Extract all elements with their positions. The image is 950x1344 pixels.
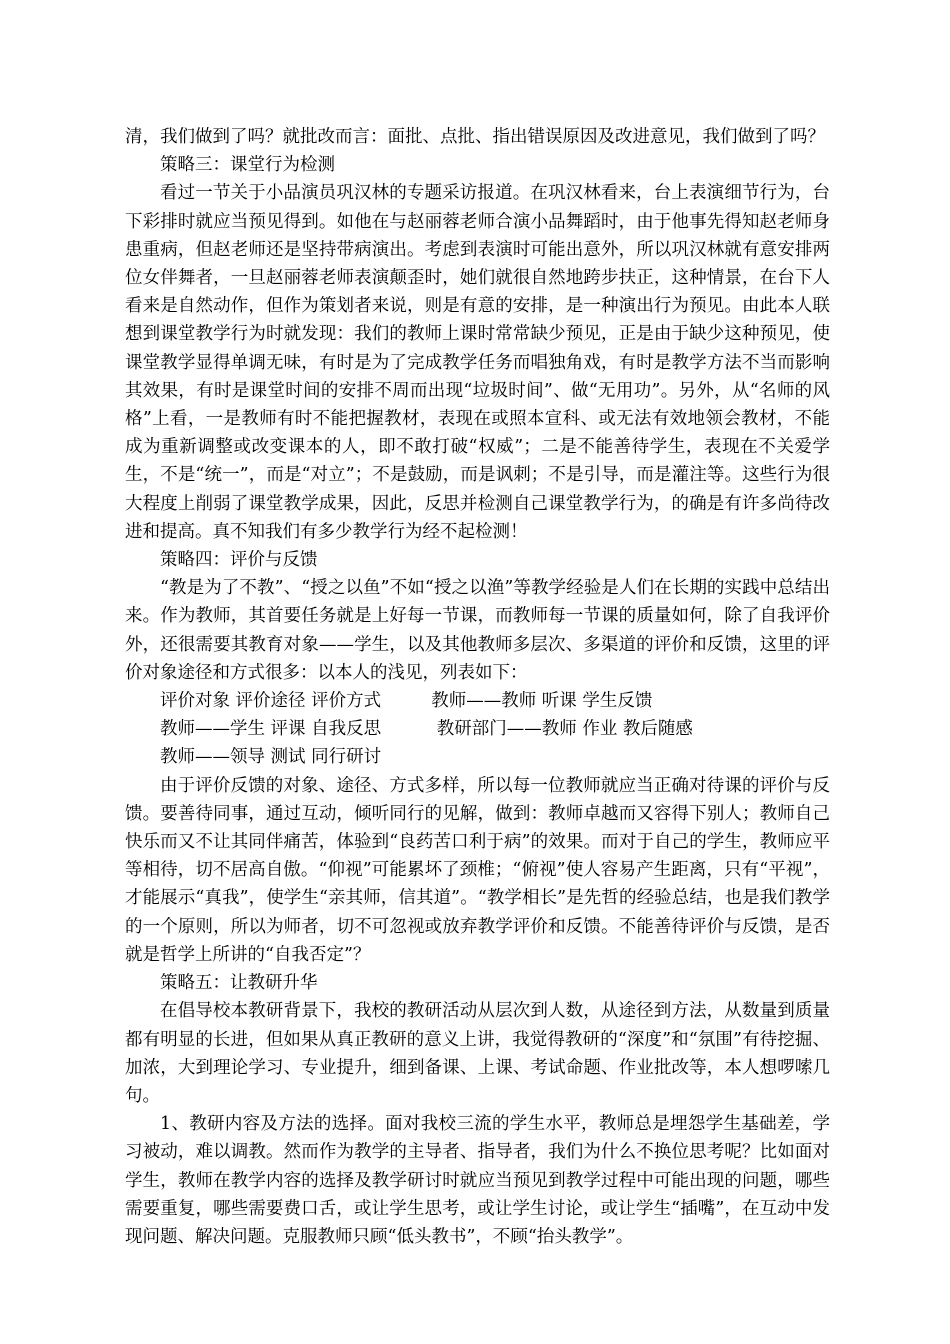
heading-strategy-5: 策略五：让教研升华 xyxy=(160,973,318,994)
paragraph-continuation: 清，我们做到了吗？就批改而言：面批、点批、指出错误原因及改进意见，我们做到了吗？ xyxy=(125,127,825,147)
evaluation-list-row: 教师——学生 评课 自我反思 教研部门——教师 作业 教后随感 xyxy=(160,719,693,740)
heading-strategy-4: 策略四：评价与反馈 xyxy=(160,550,318,571)
paragraph-evaluation-feedback: 由于评价反馈的对象、途径、方式多样，所以每一位教师就应当正确对待课的评价与反馈。要善待同事，通过互动，倾听同行的见解，做到：教师卓越而又容得下别人；教师自己快乐而又不让其同伴痛苦，体验到“良药苦口利于病”的效果。而对于自己的学生，教师应平等相待，切不居高自傲。“仰视”可能累坏了颈椎；“俯视”使人容易产生距离，只有“平视”，才能展示“真我”，使学生“亲其师，信其道”。“教学相长”是先哲的经验总结，也是我们教学的一个原则，所以为师者，切不可忽视或放弃教学评价和反馈。不能善待评价与反馈，是否就是哲学上所讲的“自我否定”？ xyxy=(125,775,830,965)
paragraph-classroom-behavior: 看过一节关于小品演员巩汉林的专题采访报道。在巩汉林看来，台上表演细节行为，台下彩排时就应当预见得到。如他在与赵丽蓉老师合演小品舞蹈时，由于他事先得知赵老师身患重病，但赵老师还是坚持带病演出。考虑到表演时可能出意外，所以巩汉林就有意安排两位女伴舞者，一旦赵丽蓉老师表演颠歪时，她们就很自然地跨步扶正，这种情景，在台下人看来是自然动作，但作为策划者来说，则是有意的安排，是一种演出行为预见。由此本人联想到课堂教学行为时就发现：我们的教师上课时常常缺少预见，正是由于缺少这种预见，使课堂教学显得单调无味，有时是为了完成教学任务而唱独角戏，有时是教学方法不当而影响其效果，有时是课堂时间的安排不周而出现“垃圾时间”、做“无用功”。另外，从“名师的风格”上看，一是教师有时不能把握教材，表现在或照本宣科、或无法有效地领会教材，不能成为重新调整或改变课本的人，即不敢打破“权威”；二是不能善待学生，表现在不关爱学生，不是“统一”，而是“对立”；不是鼓励，而是讽刺；不是引导，而是灌注等。这些行为很大程度上削弱了课堂教学成果，因此，反思并检测自己课堂教学行为，的确是有许多尚待改进和提高。真不知我们有多少教学行为经不起检测！ xyxy=(125,183,830,542)
evaluation-list-row: 评价对象 评价途径 评价方式 教师——教师 听课 学生反馈 xyxy=(160,691,653,712)
heading-strategy-3: 策略三：课堂行为检测 xyxy=(160,155,335,176)
paragraph-teaching-research: 在倡导校本教研背景下，我校的教研活动从层次到人数，从途径到方法，从数量到质量都有明显的长进，但如果从真正教研的意义上讲，我觉得教研的“深度”和“氛围”有待挖掘、加浓，大到理论学习、专业提升，细到备课、上课、考试命题、作业批改等，本人想啰嗦几句。 xyxy=(125,1001,830,1106)
document-body xyxy=(125,123,830,1251)
evaluation-list-row: 教师——领导 测试 同行研讨 xyxy=(160,747,382,768)
paragraph-evaluation-intro: “教是为了不教”、“授之以鱼”不如“授之以渔”等教学经验是人们在长期的实践中总结出来。作为教师，其首要任务就是上好每一节课，而教师每一节课的质量如何，除了自我评价外，还很需要其教育对象——学生，以及其他教师多层次、多渠道的评价和反馈，这里的评价对象途径和方式很多：以本人的浅见，列表如下： xyxy=(125,578,830,683)
paragraph-content-method: 1、教研内容及方法的选择。面对我校三流的学生水平，教师总是埋怨学生基础差，学习被动，难以调教。然而作为教学的主导者、指导者，我们为什么不换位思考呢？比如面对学生，教师在教学内容的选择及教学研讨时就应当预见到教学过程中可能出现的问题，哪些需要重复，哪些需要费口舌，或让学生思考，或让学生讨论，或让学生“插嘴”，在互动中发现问题、解决问题。克服教师只顾“低头教书”，不顾“抬头教学”。 xyxy=(125,1114,830,1247)
